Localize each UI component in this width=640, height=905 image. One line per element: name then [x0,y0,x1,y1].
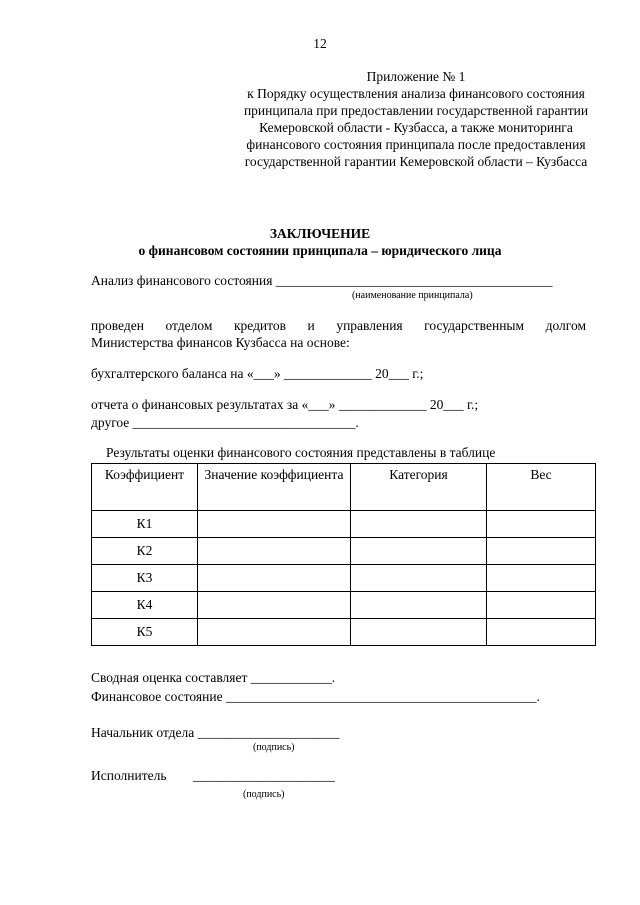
row-label: К1 [92,511,198,538]
executor-signature-hint: (подпись) [243,789,285,800]
header-value: Значение коэффициента [198,464,351,511]
table-row [92,619,596,646]
appendix-text: к Порядку осуществления анализа финансового состояния принципала при предоставлении государственной гарантии Кемеровской области - Кузбасса, а также мониторинга финансового состояния принципала после предоставления государственной гарантии Кемеровской области – Кузбасса [243,86,589,169]
value-cell[interactable] [198,538,351,565]
table-intro: Результаты оценки финансового состояния представлены в таблице [106,445,496,460]
executor-signature-line: _____________________ [193,768,335,783]
head-signature-hint: (подпись) [253,742,295,753]
table-row [92,538,596,565]
value-cell[interactable] [198,619,351,646]
row-label: К4 [92,592,198,619]
category-cell[interactable] [351,592,487,619]
row-label: К2 [92,538,198,565]
header-coefficient: Коэффициент [92,464,198,511]
other-line: другое _________________________________. [91,415,359,430]
table-header-row [92,464,596,511]
principal-name-hint: (наименование принципала) [352,290,473,301]
document-title: ЗАКЛЮЧЕНИЕ [269,226,371,241]
category-cell[interactable] [351,565,487,592]
balance-line: бухгалтерского баланса на «___» _____________ 20___ г.; [91,366,424,381]
table-row [92,511,596,538]
header-weight: Вес [487,464,596,511]
table-row [92,565,596,592]
category-cell[interactable] [351,619,487,646]
weight-cell[interactable] [487,538,596,565]
appendix-block [230,68,602,170]
weight-cell[interactable] [487,565,596,592]
value-cell[interactable] [198,565,351,592]
weight-cell[interactable] [487,511,596,538]
executor-label: Исполнитель [91,768,167,783]
document-subtitle: о финансовом состоянии принципала – юридического лица [138,243,502,258]
report-line: отчета о финансовых результатах за «___» _____________ 20___ г.; [91,397,479,412]
category-cell[interactable] [351,511,487,538]
analysis-line: Анализ финансового состояния _________________________________________ [91,273,553,288]
conducted-text: проведен отделом кредитов и управления государственным долгом [91,318,586,333]
appendix-heading: Приложение № 1 [366,69,466,84]
value-cell[interactable] [198,592,351,619]
value-cell[interactable] [198,511,351,538]
weight-cell[interactable] [487,619,596,646]
table-row [92,592,596,619]
header-category: Категория [351,464,487,511]
category-cell[interactable] [351,538,487,565]
summary-line: Сводная оценка составляет ____________. [91,670,336,685]
row-label: К3 [92,565,198,592]
weight-cell[interactable] [487,592,596,619]
conducted-text-2: Министерства финансов Кузбасса на основе: [91,335,350,350]
head-signature-line: Начальник отдела _____________________ [91,725,340,740]
page-number: 12 [313,36,327,51]
results-table [91,463,596,646]
financial-state-line: Финансовое состояние ______________________________________________. [91,689,540,704]
row-label: К5 [92,619,198,646]
